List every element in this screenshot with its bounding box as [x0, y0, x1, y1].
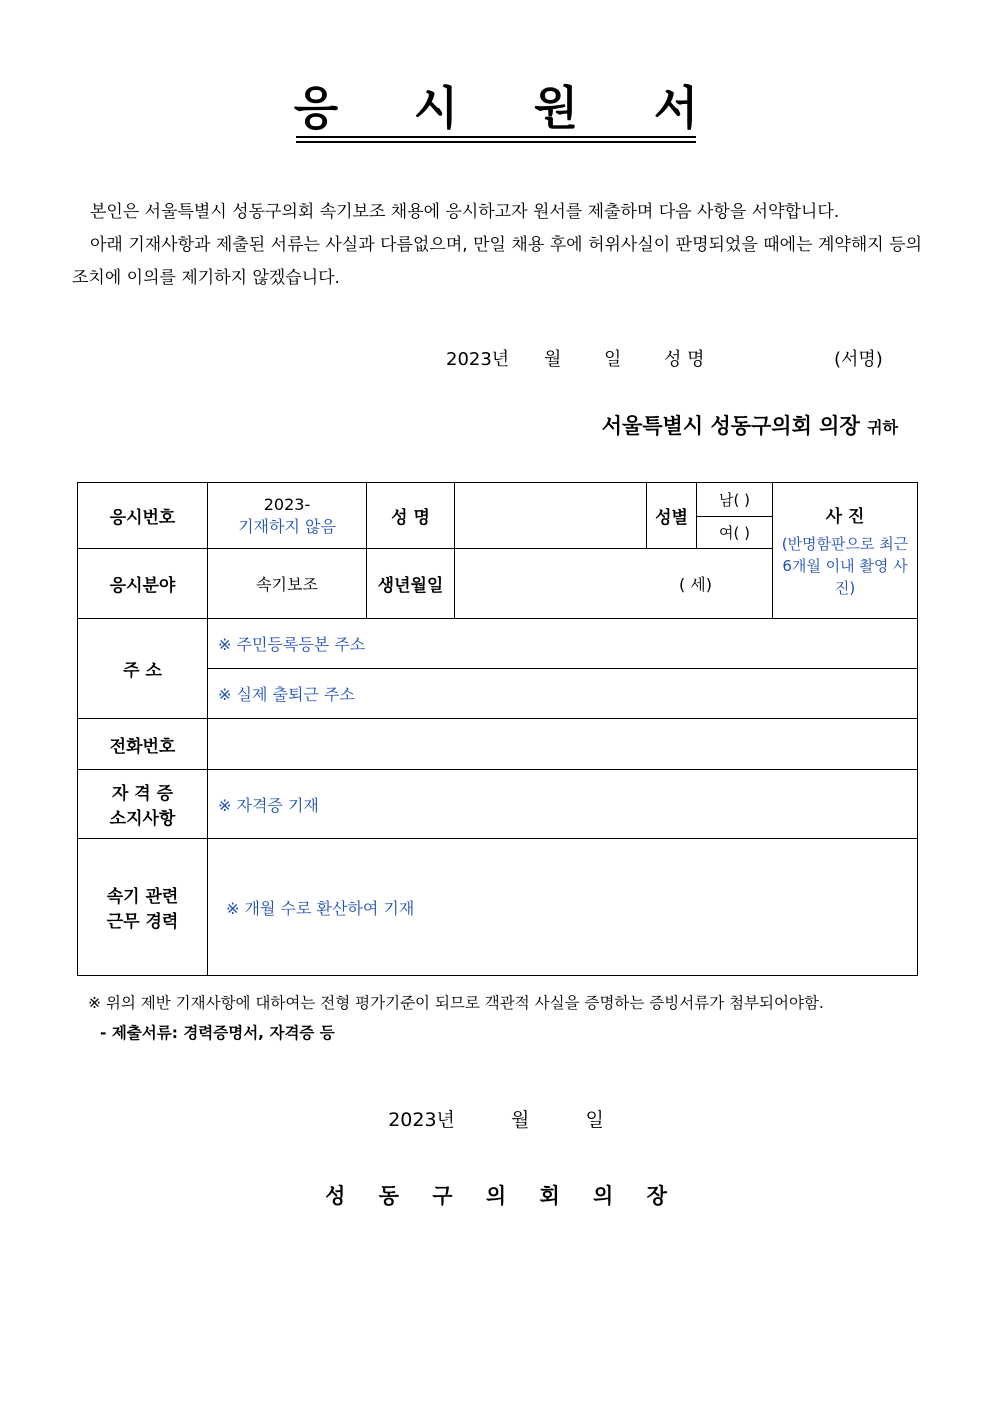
address-commute-input[interactable]: ※ 실제 출퇴근 주소	[208, 669, 918, 719]
title-char-1: 응	[293, 81, 339, 135]
organization-signature	[0, 1180, 992, 1210]
birth-label: 생년월일	[367, 549, 455, 619]
document-title	[0, 78, 992, 138]
recipient	[602, 410, 898, 440]
career-label-line2: 근무 경력	[106, 912, 179, 932]
application-form-table	[77, 482, 918, 976]
address-registered-input[interactable]: ※ 주민등록등본 주소	[208, 619, 918, 669]
cert-label-line1: 자 격 증	[111, 784, 174, 804]
sign-label: (서명)	[834, 349, 883, 370]
exam-number-cell	[208, 483, 367, 549]
sign-name-label: 성 명	[664, 349, 705, 370]
title-char-4: 서	[653, 81, 699, 135]
footnote-line-1: ※ 위의 제반 기재사항에 대하여는 전형 평가기준이 되므로 객관적 사실을 증명하는 증빙서류가 첨부되어야함.	[88, 994, 824, 1012]
exam-number-label: 응시번호	[78, 483, 208, 549]
gender-male-option[interactable]: 남( )	[697, 483, 773, 517]
phone-input-cell[interactable]	[208, 719, 918, 770]
sign-month: 월	[544, 349, 562, 370]
bottom-month: 월	[511, 1109, 530, 1131]
name-input-cell[interactable]	[455, 483, 647, 549]
intro-paragraph-2: 아래 기재사항과 제출된 서류는 사실과 다름없으며, 만일 채용 후에 허위사실이 판명되었을 때에는 계약해지 등의 조치에 이의를 제기하지 않겠습니다.	[72, 235, 922, 288]
cert-label-line2: 소지사항	[109, 809, 176, 829]
photo-cell[interactable]	[773, 483, 918, 619]
name-label: 성 명	[367, 483, 455, 549]
field-label: 응시분야	[78, 549, 208, 619]
birth-input-cell[interactable]: ( 세)	[455, 549, 773, 619]
recipient-suffix: 귀하	[867, 418, 898, 437]
title-char-3: 원	[533, 81, 579, 135]
cert-label	[78, 770, 208, 839]
bottom-day: 일	[585, 1109, 604, 1131]
photo-note: (반명함판으로 최근 6개월 이내 촬영 사진)	[781, 535, 909, 597]
career-input-cell[interactable]: ※ 개월 수로 환산하여 기재	[208, 839, 918, 976]
photo-label: 사 진	[825, 507, 865, 527]
exam-number-note: 기재하지 않음	[238, 516, 336, 536]
sign-day: 일	[604, 349, 622, 370]
phone-label: 전화번호	[78, 719, 208, 770]
title-underline-2	[296, 141, 696, 143]
org-name: 성 동 구 의 회 의 장	[325, 1184, 667, 1208]
title-underline	[296, 136, 696, 138]
address-label: 주 소	[78, 619, 208, 719]
career-label	[78, 839, 208, 976]
bottom-date	[0, 1105, 992, 1132]
footnote-line-2: - 제출서류: 경력증명서, 자격증 등	[100, 1024, 335, 1042]
cert-input-cell[interactable]: ※ 자격증 기재	[208, 770, 918, 839]
gender-female-option[interactable]: 여( )	[697, 517, 773, 549]
gender-label: 성별	[647, 483, 697, 549]
intro-paragraph-1: 본인은 서울특별시 성동구의회 속기보조 채용에 응시하고자 원서를 제출하며 다음 사항을 서약합니다.	[90, 202, 840, 222]
sign-year: 2023년	[446, 349, 510, 370]
title-char-2: 시	[413, 81, 459, 135]
field-value: 속기보조	[208, 549, 367, 619]
exam-number-value: 2023-	[263, 494, 311, 514]
recipient-name: 서울특별시 성동구의회 의장	[601, 414, 860, 438]
bottom-year: 2023년	[388, 1109, 455, 1131]
career-label-line1: 속기 관련	[106, 887, 179, 907]
